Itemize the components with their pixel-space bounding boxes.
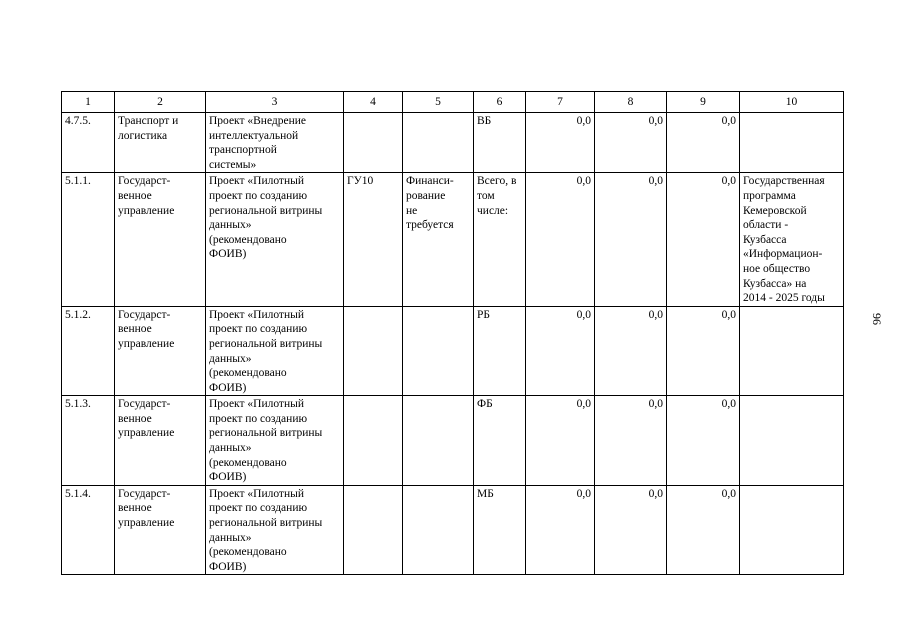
row-col4 — [344, 113, 403, 173]
row-value-7: 0,0 — [526, 485, 595, 575]
row-value-7: 0,0 — [526, 306, 595, 396]
row-code: 5.1.2. — [62, 306, 115, 396]
row-program — [740, 306, 844, 396]
row-source: МБ — [474, 485, 526, 575]
column-header: 2 — [115, 92, 206, 113]
row-value-9: 0,0 — [667, 485, 740, 575]
table-row — [62, 173, 844, 306]
row-project: Проект «Пилотный проект по созданию региональной витрины данных» (рекомендовано ФОИВ) — [206, 306, 344, 396]
row-code: 4.7.5. — [62, 113, 115, 173]
row-program — [740, 485, 844, 575]
row-col4: ГУ10 — [344, 173, 403, 306]
row-value-7: 0,0 — [526, 173, 595, 306]
row-value-9: 0,0 — [667, 306, 740, 396]
row-col5: Финанси- рование не требуется — [403, 173, 474, 306]
column-header: 10 — [740, 92, 844, 113]
budget-table — [61, 91, 844, 575]
row-value-9: 0,0 — [667, 173, 740, 306]
table-row — [62, 485, 844, 575]
row-col4 — [344, 396, 403, 486]
row-value-9: 0,0 — [667, 396, 740, 486]
row-sector: Транспорт и логистика — [115, 113, 206, 173]
row-program — [740, 113, 844, 173]
row-project: Проект «Пилотный проект по созданию региональной витрины данных» (рекомендовано ФОИВ) — [206, 396, 344, 486]
column-header: 1 — [62, 92, 115, 113]
row-value-7: 0,0 — [526, 113, 595, 173]
column-header: 7 — [526, 92, 595, 113]
row-code: 5.1.4. — [62, 485, 115, 575]
row-value-8: 0,0 — [595, 306, 667, 396]
row-col5 — [403, 306, 474, 396]
row-program — [740, 396, 844, 486]
row-col5 — [403, 113, 474, 173]
row-project: Проект «Пилотный проект по созданию региональной витрины данных» (рекомендовано ФОИВ) — [206, 485, 344, 575]
row-code: 5.1.1. — [62, 173, 115, 306]
row-col5 — [403, 396, 474, 486]
row-project: Проект «Внедрение интеллектуальной транспортной системы» — [206, 113, 344, 173]
row-source: ФБ — [474, 396, 526, 486]
table-row — [62, 113, 844, 173]
row-value-8: 0,0 — [595, 173, 667, 306]
row-col4 — [344, 306, 403, 396]
row-source: ВБ — [474, 113, 526, 173]
row-sector: Государст- венное управление — [115, 485, 206, 575]
row-program: Государственная программа Кемеровской области - Кузбасса «Информацион- ное общество Кузбасса» на 2014 - 2025 годы — [740, 173, 844, 306]
row-value-8: 0,0 — [595, 396, 667, 486]
column-header: 8 — [595, 92, 667, 113]
row-sector: Государст- венное управление — [115, 173, 206, 306]
row-source: РБ — [474, 306, 526, 396]
page-number: 96 — [870, 313, 884, 325]
row-col4 — [344, 485, 403, 575]
row-col5 — [403, 485, 474, 575]
row-value-7: 0,0 — [526, 396, 595, 486]
table-row — [62, 396, 844, 486]
row-sector: Государст- венное управление — [115, 306, 206, 396]
table-header-row — [62, 92, 844, 113]
column-header: 6 — [474, 92, 526, 113]
column-header: 9 — [667, 92, 740, 113]
row-project: Проект «Пилотный проект по созданию региональной витрины данных» (рекомендовано ФОИВ) — [206, 173, 344, 306]
row-value-8: 0,0 — [595, 485, 667, 575]
row-sector: Государст- венное управление — [115, 396, 206, 486]
column-header: 3 — [206, 92, 344, 113]
column-header: 4 — [344, 92, 403, 113]
row-value-9: 0,0 — [667, 113, 740, 173]
row-value-8: 0,0 — [595, 113, 667, 173]
column-header: 5 — [403, 92, 474, 113]
row-source: Всего, в том числе: — [474, 173, 526, 306]
row-code: 5.1.3. — [62, 396, 115, 486]
table-row — [62, 306, 844, 396]
